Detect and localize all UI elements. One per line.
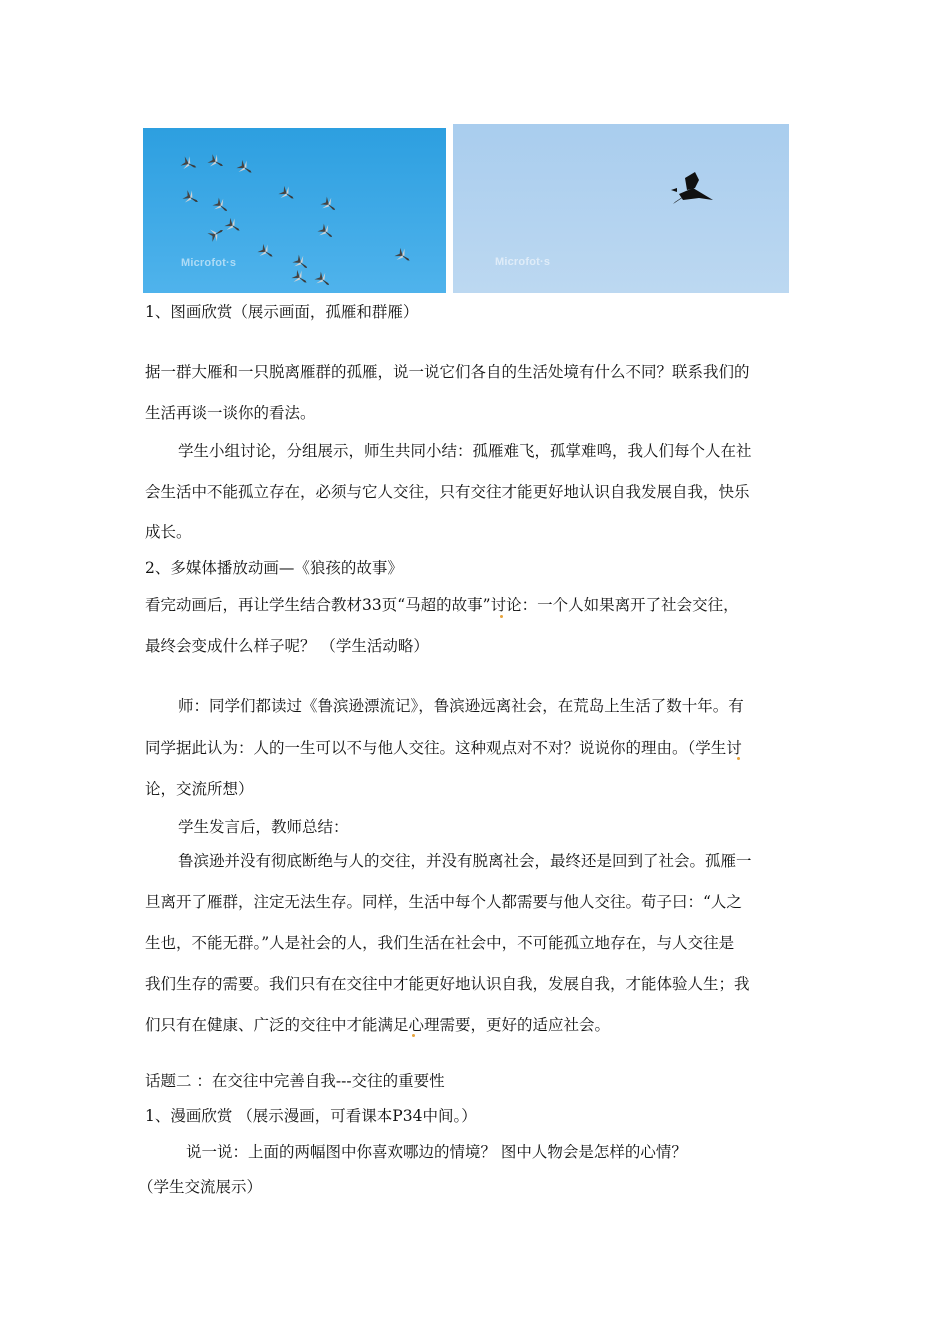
paragraph-line: 据一群大雁和一只脱离雁群的孤雁，说一说它们各自的生活处境有什么不同？联系我们的 — [145, 363, 750, 381]
caption-line-1: 1、图画欣赏（展示画面，孤雁和群雁） — [145, 303, 419, 321]
paragraph-line: 生也，不能无群。”人是社会的人，我们生活在社会中，不可能孤立地存在，与人交往是 — [145, 934, 735, 952]
paragraph-line: 师：同学们都读过《鲁滨逊漂流记》，鲁滨逊远离社会，在荒岛上生活了数十年。有 — [178, 697, 744, 715]
orange-mark — [500, 615, 503, 618]
lone-bird-image — [453, 124, 789, 293]
image-watermark: Microfot·s — [495, 256, 551, 268]
paragraph-line: 说一说：上面的两幅图中你喜欢哪边的情境？ 图中人物会是怎样的心情？ — [186, 1143, 687, 1161]
topic-heading: 话题二 ：在交往中完善自我---交往的重要性 — [145, 1072, 445, 1090]
paragraph-line: 同学据此认为：人的一生可以不与他人交往。这种观点对不对？说说你的理由。（学生讨 — [145, 739, 742, 757]
orange-mark — [412, 1034, 415, 1037]
paragraph-line: 旦离开了雁群，注定无法生存。同样，生活中每个人都需要与他人交往。荀子曰：“人之 — [145, 893, 742, 911]
paragraph-line: 我们生存的需要。我们只有在交往中才能更好地认识自我，发展自我，才能体验人生；我 — [145, 975, 750, 993]
paragraph-line: 生活再谈一谈你的看法。 — [145, 404, 316, 422]
section-heading: 1、漫画欣赏 （展示漫画，可看课本P34中间。） — [145, 1107, 477, 1125]
paragraph-line: 最终会变成什么样子呢？ （学生活动略） — [145, 637, 429, 655]
flock-of-geese-image — [143, 128, 446, 293]
image-watermark: Microfot·s — [181, 257, 237, 269]
section-heading: 2、多媒体播放动画—《狼孩的故事》 — [145, 559, 403, 577]
paragraph-line: （学生交流展示） — [138, 1178, 263, 1196]
paragraph-line: 鲁滨逊并没有彻底断绝与人的交往，并没有脱离社会，最终还是回到了社会。孤雁一 — [178, 852, 752, 870]
paragraph-line: 会生活中不能孤立存在，必须与它人交往，只有交往才能更好地认识自我发展自我，快乐 — [145, 483, 750, 501]
orange-mark — [737, 757, 740, 760]
paragraph-line: 论，交流所想） — [145, 780, 254, 798]
paragraph-line: 看完动画后，再让学生结合教材33页“马超的故事”讨论：一个人如果离开了社会交往， — [145, 596, 739, 614]
paragraph-line: 成长。 — [145, 523, 192, 541]
paragraph-line: 学生发言后，教师总结： — [178, 818, 349, 836]
paragraph-line: 学生小组讨论，分组展示，师生共同小结：孤雁难飞，孤掌难鸣，我人们每个人在社 — [178, 442, 752, 460]
paragraph-line: 们只有在健康、广泛的交往中才能满足心理需要，更好的适应社会。 — [145, 1016, 611, 1034]
